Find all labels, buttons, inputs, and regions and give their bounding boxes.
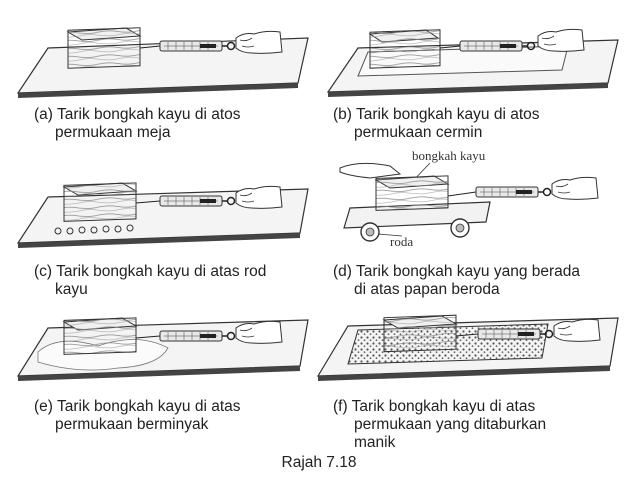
wooden-block bbox=[64, 183, 136, 222]
caption-f: (f) Tarik bongkah kayu di atas permukaan yang ditaburkan manik bbox=[333, 398, 547, 451]
caption-c: (c) Tarik bongkah kayu di atas rod kayu bbox=[34, 263, 267, 298]
illustration-b bbox=[318, 8, 618, 98]
block-label: bongkah kayu bbox=[412, 148, 486, 163]
hand-icon bbox=[236, 321, 282, 343]
caption-b: (b) Tarik bongkah kayu di atos permukaan cermin bbox=[333, 106, 540, 141]
hand-icon bbox=[538, 29, 584, 51]
wheel-label: roda bbox=[390, 234, 414, 249]
caption-a: (a) Tarik bongkah kayu di atos permukaan meja bbox=[34, 106, 241, 141]
illustration-f bbox=[318, 312, 618, 392]
wooden-block bbox=[64, 318, 136, 355]
illustration-e bbox=[18, 312, 318, 392]
caption-d: (d) Tarik bongkah kayu yang berada di atas papan beroda bbox=[333, 263, 581, 298]
wooden-block bbox=[68, 28, 140, 69]
wooden-block bbox=[376, 176, 448, 211]
wooden-block bbox=[384, 315, 456, 352]
hand-icon bbox=[236, 186, 282, 208]
hand-icon bbox=[340, 163, 400, 178]
spring-balance-icon bbox=[476, 187, 551, 197]
hand-icon bbox=[236, 31, 282, 53]
figure-caption: Rajah 7.18 bbox=[281, 454, 357, 471]
hand-icon bbox=[554, 319, 600, 341]
hand-icon bbox=[552, 177, 598, 199]
wooden-block bbox=[370, 30, 440, 68]
illustration-a bbox=[18, 8, 318, 98]
illustration-d bbox=[330, 150, 630, 250]
illustration-c bbox=[18, 175, 318, 255]
caption-e: (e) Tarik bongkah kayu di atas permukaan berminyak bbox=[34, 398, 241, 433]
